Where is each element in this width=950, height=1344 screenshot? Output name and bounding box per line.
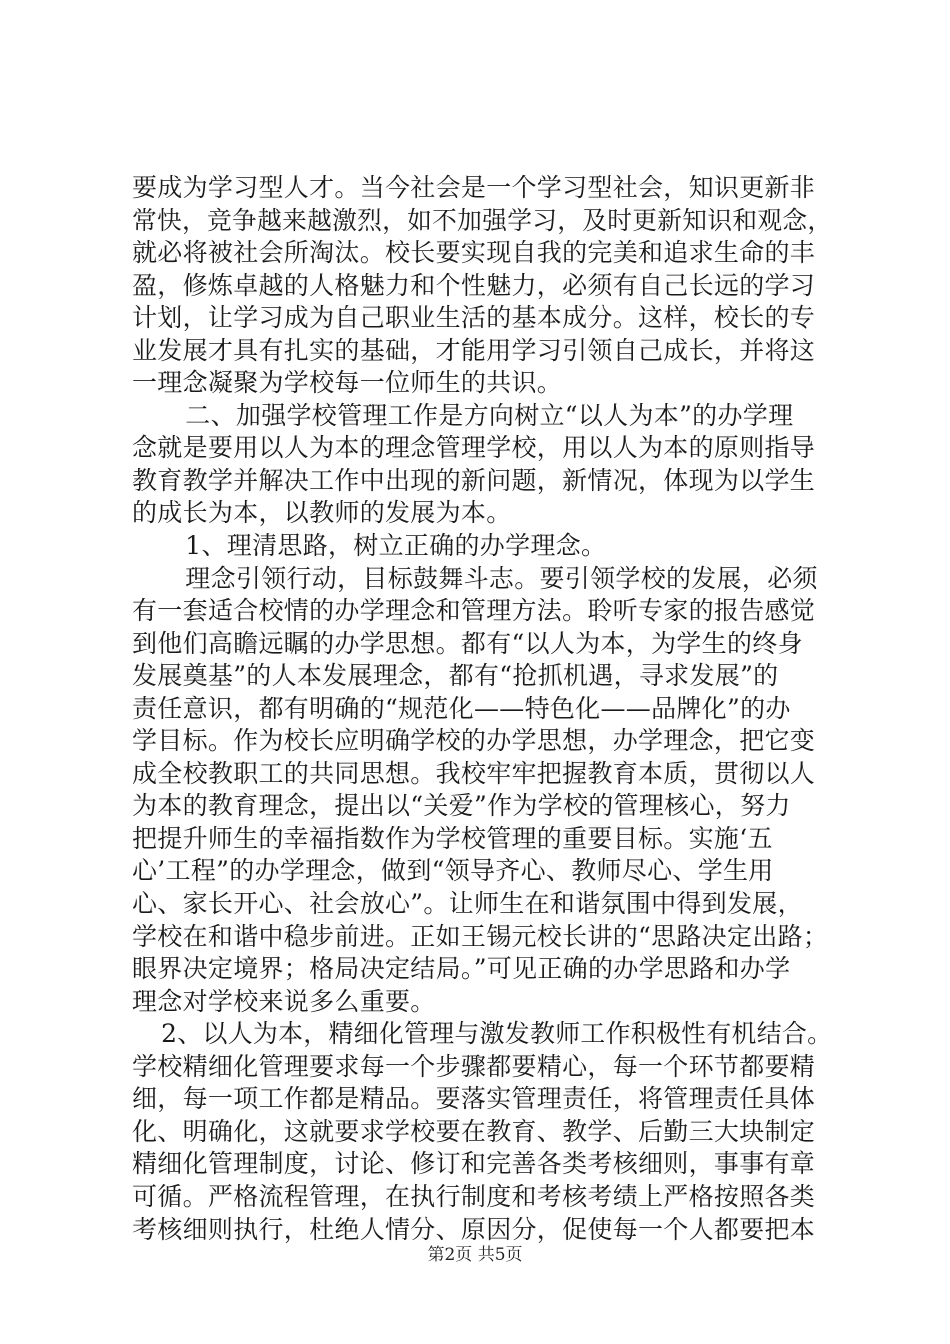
text-line: 发展奠基”的人本发展理念，都有“抢抓机遇，寻求发展”的 — [132, 661, 779, 691]
text-line: 心’工程”的办学理念，做到“领导齐心、教师尽心、学生用 — [132, 856, 774, 886]
text-line: 盈，修炼卓越的人格魅力和个性魅力，必须有自己长远的学习 — [132, 270, 816, 300]
text-line: 学校精细化管理要求每一个步骤都要精心，每一个环节都要精 — [132, 1051, 816, 1081]
text-line: 责任意识，都有明确的“规范化——特色化——品牌化”的办 — [132, 693, 791, 723]
text-line: 把提升师生的幸福指数作为学校管理的重要目标。实施‘五 — [132, 823, 773, 853]
text-line: 计划，让学习成为自己职业生活的基本成分。这样，校长的专 — [132, 303, 816, 333]
text-line: 常快，竞争越来越激烈，如不加强学习，及时更新知识和观念， — [132, 205, 833, 235]
subheading-line: 2、以人为本，精细化管理与激发教师工作积极性有机结合。 — [135, 1019, 833, 1049]
text-line: 就必将被社会所淘汰。校长要实现自我的完美和追求生命的丰 — [132, 238, 816, 268]
text-line: 细，每一项工作都是精品。要落实管理责任，将管理责任具体 — [132, 1084, 816, 1114]
text-line: 一理念凝聚为学校每一位师生的共识。 — [132, 368, 563, 398]
text-line: 为本的教育理念，提出以“关爱”作为学校的管理核心，努力 — [132, 791, 791, 821]
text-line: 教育教学并解决工作中出现的新问题，新情况，体现为以学生 — [132, 465, 816, 495]
page-footer: 第2页 共5页 — [427, 1245, 523, 1265]
text-line: 念就是要用以人为本的理念管理学校，用以人为本的原则指导 — [132, 433, 816, 463]
text-line: 有一套适合校情的办学理念和管理方法。聆听专家的报告感觉 — [132, 596, 816, 626]
text-line: 学目标。作为校长应明确学校的办学思想，办学理念，把它变 — [132, 726, 816, 756]
text-line: 精细化管理制度，讨论、修订和完善各类考核细则，事事有章 — [132, 1149, 816, 1179]
section-heading-line: 二、加强学校管理工作是方向树立“以人为本”的办学理 — [160, 400, 794, 430]
text-line: 可循。严格流程管理，在执行制度和考核考绩上严格按照各类 — [132, 1181, 816, 1211]
text-line: 的成长为本，以教师的发展为本。 — [132, 498, 512, 528]
text-line: 成全校教职工的共同思想。我校牢牢把握教育本质，贯彻以人 — [132, 758, 816, 788]
text-line: 到他们高瞻远瞩的办学思想。都有“以人为本，为学生的终身 — [132, 628, 803, 658]
text-line: 心、家长开心、社会放心”。让师生在和谐氛围中得到发展， — [132, 889, 803, 919]
paragraph-start-line: 理念引领行动，目标鼓舞斗志。要引领学校的发展，必须 — [160, 563, 818, 593]
subheading-line: 1、理清思路，树立正确的办学理念。 — [160, 531, 607, 561]
text-line: 要成为学习型人才。当今社会是一个学习型社会，知识更新非 — [132, 173, 816, 202]
text-line: 理念对学校来说多么重要。 — [132, 986, 436, 1016]
text-line: 考核细则执行，杜绝人情分、原因分，促使每一个人都要把本 — [132, 1214, 816, 1244]
text-line: 业发展才具有扎实的基础，才能用学习引领自己成长，并将这 — [132, 335, 816, 365]
body-text — [132, 172, 832, 1246]
text-line: 化、明确化，这就要求学校要在教育、教学、后勤三大块制定 — [132, 1116, 816, 1146]
text-line: 眼界决定境界；格局决定结局。”可见正确的办学思路和办学 — [132, 954, 791, 984]
text-line: 学校在和谐中稳步前进。正如王锡元校长讲的“思路决定出路； — [132, 921, 829, 951]
